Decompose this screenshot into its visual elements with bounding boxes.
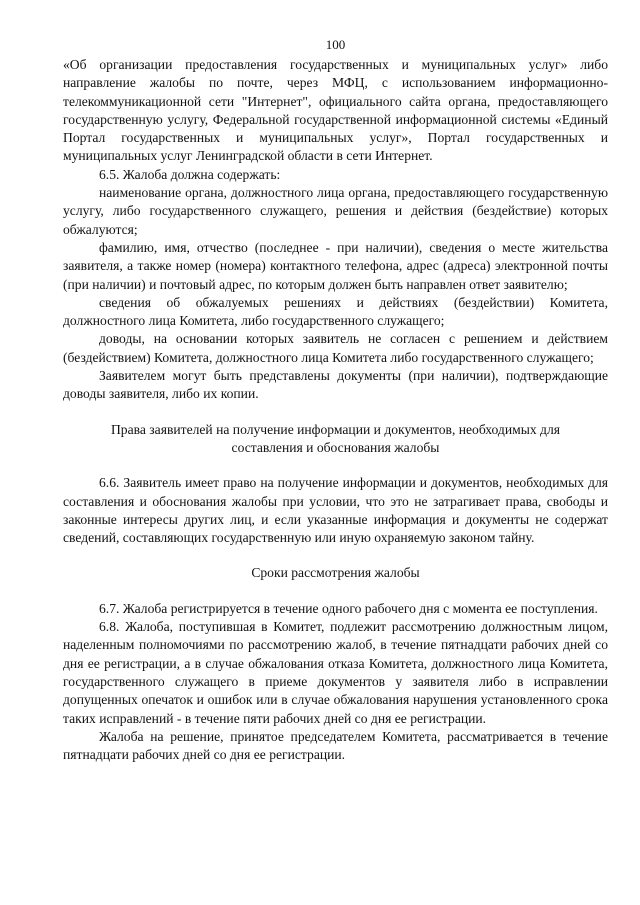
paragraph-6-5: 6.5. Жалоба должна содержать: (99, 166, 281, 182)
paragraph-6-8: 6.8. Жалоба, поступившая в Комитет, подлежит рассмотрению должностным лицом, наделенным полномочиями по рассмотрению жалоб, в течение пятнадцати рабочих дней со дня ее регистрации, а в случае обжалования отказа Комитета, должностного лица Комитета, государственного служащего в приеме документов у заявителя либо в исправлении допущенных опечаток и ошибок или в случае обжалования нарушения установленного срока таких исправлений - в течение пяти рабочих дней со дня ее регистрации. (63, 619, 608, 726)
document-page (63, 36, 608, 764)
paragraph-body-name: наименование органа, должностного лица органа, предоставляющего государственную услугу, либо государственного служащего, решения и действия (бездействие) которых обжалуются; (63, 185, 608, 237)
paragraph-6-7: 6.7. Жалоба регистрируется в течение одного рабочего дня с момента ее поступления. (99, 600, 598, 616)
section-heading-terms: Сроки рассмотрения жалобы (251, 565, 420, 581)
paragraph-appealed-decisions: сведения об обжалуемых решениях и действиях (бездействии) Комитета, должностного лица Комитета, либо государственного служащего; (63, 294, 608, 329)
paragraph-6-6: 6.6. Заявитель имеет право на получение информации и документов, необходимых для составления и обоснования жалобы при условии, что это не затрагивает права, свободы и законные интересы других лиц, и если указанные информация и документы не содержат сведений, составляющих государственную или иную охраняемую законом тайну. (63, 475, 608, 546)
paragraph-applicant-details: фамилию, имя, отчество (последнее - при наличии), сведения о месте жительства заявителя, а также номер (номера) контактного телефона, адрес (адреса) электронной почты (при наличии) и почтовый адрес, по которым должен быть направлен ответ заявителю; (63, 239, 608, 292)
paragraph-chairman-decision: Жалоба на решение, принятое председателем Комитета, рассматривается в течение пятнадцати рабочих дней со дня ее регистрации. (63, 728, 608, 763)
section-heading-rights (63, 421, 608, 458)
paragraph-supporting-documents: Заявителем могут быть представлены документы (при наличии), подтверждающие доводы заявителя, либо их копии. (63, 368, 608, 402)
section-heading-rights-line1: Права заявителей на получение информации и документов, необходимых для (110, 421, 561, 437)
paragraph-complaint-submission: «Об организации предоставления государственных и муниципальных услуг» либо направление жалобы по почте, через МФЦ, с использованием информационно-телекоммуникационной сети "Интернет", официального сайта органа, предоставляющего государственную услугу, Федеральной государственной информационной системы «Единый Портал государственных и муниципальных услуг», Портал государственных и муниципальных услуг Ленинградской области в сети Интернет. (63, 57, 608, 164)
page-number: 100 (325, 37, 346, 52)
paragraph-arguments: доводы, на основании которых заявитель не согласен с решением и действием (бездействием) Комитета, должностного лица Комитета либо государственного служащего; (63, 331, 608, 365)
section-heading-rights-line2: составления и обоснования жалобы (231, 439, 440, 455)
